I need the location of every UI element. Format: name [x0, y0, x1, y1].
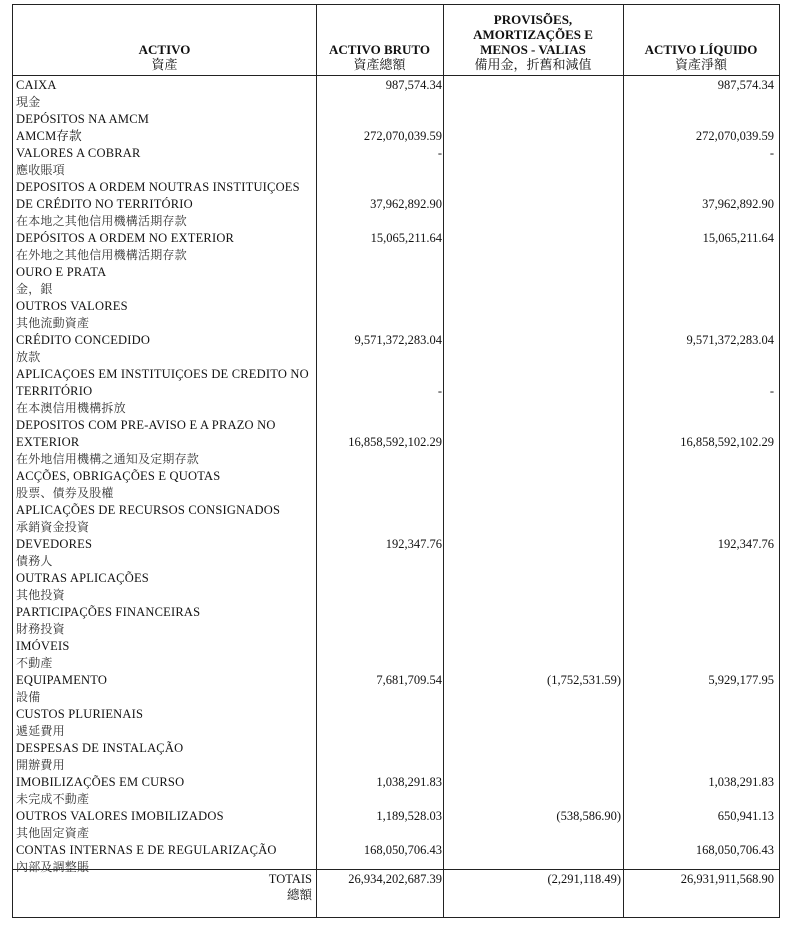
- table-row: [13, 247, 779, 264]
- table-row: [13, 298, 779, 315]
- totals-provisoes: (2,291,118.49): [547, 872, 621, 886]
- header-activo-zh: 資產: [151, 57, 178, 72]
- row-label: EQUIPAMENTO: [16, 673, 108, 687]
- table-row: [13, 587, 779, 604]
- table-row: [13, 77, 779, 94]
- row-activo-bruto: -: [437, 146, 442, 160]
- row-activo-liquido: 37,962,892.90: [702, 197, 774, 211]
- header-bruto-pt: ACTIVO BRUTO: [329, 42, 430, 57]
- table-row: [13, 842, 779, 859]
- table-row: [13, 621, 779, 638]
- header-liquido-pt: ACTIVO LÍQUIDO: [644, 42, 758, 57]
- table-row: [13, 774, 779, 791]
- row-label: OUTROS VALORES: [16, 299, 128, 313]
- row-activo-liquido: 15,065,211.64: [702, 231, 774, 245]
- row-activo-bruto: 16,858,592,102.29: [348, 435, 442, 449]
- row-activo-bruto: 37,962,892.90: [370, 197, 442, 211]
- row-label: 財務投資: [16, 622, 65, 636]
- row-label: IMOBILIZAÇÕES EM CURSO: [16, 775, 185, 789]
- row-label: 承銷資金投資: [16, 520, 90, 534]
- table-row: [13, 485, 779, 502]
- table-row: [13, 417, 779, 434]
- row-label: AMCM存款: [16, 129, 82, 143]
- row-label: 在本澳信用機構拆放: [16, 401, 126, 415]
- table-row: [13, 230, 779, 247]
- row-label: OURO E PRATA: [16, 265, 107, 279]
- header-liquido-zh: 資產淨額: [674, 57, 727, 72]
- table-row: [13, 689, 779, 706]
- table-row: [13, 111, 779, 128]
- row-activo-bruto: 987,574.34: [385, 78, 442, 92]
- row-label: 不動產: [16, 656, 53, 670]
- row-label: 金，銀: [16, 282, 53, 296]
- row-label: DEVEDORES: [16, 537, 93, 551]
- table-row: [13, 315, 779, 332]
- row-activo-bruto: 9,571,372,283.04: [354, 333, 442, 347]
- row-label: 其他固定資產: [16, 826, 90, 840]
- table-row: [13, 94, 779, 111]
- table-row: [13, 638, 779, 655]
- table-row: [13, 553, 779, 570]
- row-activo-liquido: 192,347.76: [717, 537, 774, 551]
- row-label: 開辦費用: [16, 758, 65, 772]
- row-label: 在本地之其他信用機構活期存款: [16, 214, 187, 228]
- row-label: 在外地之其他信用機構活期存款: [16, 248, 187, 262]
- row-label: IMÓVEIS: [16, 639, 70, 653]
- row-label: 放款: [16, 350, 41, 364]
- row-label: CUSTOS PLURIENAIS: [16, 707, 144, 721]
- row-activo-liquido: -: [769, 384, 774, 398]
- header-provisoes-pt1: PROVISÕES,: [493, 12, 573, 27]
- row-activo-bruto: 168,050,706.43: [363, 843, 442, 857]
- row-activo-bruto: 1,189,528.03: [376, 809, 442, 823]
- table-row: [13, 128, 779, 145]
- totals-label-pt: TOTAIS: [268, 872, 312, 886]
- row-provisoes: (1,752,531.59): [547, 673, 621, 687]
- row-label: CRÉDITO CONCEDIDO: [16, 333, 151, 347]
- row-label: 其他流動資產: [16, 316, 90, 330]
- row-label: APLICAÇÕES DE RECURSOS CONSIGNADOS: [16, 503, 281, 517]
- row-label: TERRITÓRIO: [16, 384, 93, 398]
- row-label: ACÇÕES, OBRIGAÇÕES E QUOTAS: [16, 469, 221, 483]
- header-activo-bruto: [316, 5, 443, 75]
- table-row: [13, 502, 779, 519]
- row-label: 內部及調整賬: [16, 860, 90, 874]
- row-label: 股票、債券及股權: [16, 486, 114, 500]
- row-label: EXTERIOR: [16, 435, 80, 449]
- row-activo-bruto: 192,347.76: [385, 537, 442, 551]
- balance-sheet-table: [12, 4, 780, 918]
- table-row: [13, 570, 779, 587]
- row-activo-liquido: 1,038,291.83: [708, 775, 774, 789]
- row-label: 現金: [16, 95, 41, 109]
- row-label: 應收賬項: [16, 163, 65, 177]
- table-row: [13, 196, 779, 213]
- table-row: [13, 808, 779, 825]
- table-row: [13, 825, 779, 842]
- header-bruto-zh: 資產總額: [353, 57, 406, 72]
- row-label: VALORES A COBRAR: [16, 146, 141, 160]
- row-label: OUTRAS APLICAÇÕES: [16, 571, 149, 585]
- row-label: DEPOSITOS COM PRE-AVISO E A PRAZO NO: [16, 418, 276, 432]
- header-provisoes: [443, 5, 623, 75]
- row-activo-bruto: 272,070,039.59: [363, 129, 442, 143]
- header-activo-pt: ACTIVO: [138, 42, 191, 57]
- row-label: 設備: [16, 690, 41, 704]
- row-activo-bruto: 15,065,211.64: [370, 231, 442, 245]
- row-label: CAIXA: [16, 78, 57, 92]
- table-row: [13, 179, 779, 196]
- table-row: [13, 451, 779, 468]
- row-label: DEPÓSITOS A ORDEM NO EXTERIOR: [16, 231, 235, 245]
- row-activo-liquido: 9,571,372,283.04: [686, 333, 774, 347]
- header-divider: [13, 75, 779, 76]
- row-label: DEPOSITOS A ORDEM NOUTRAS INSTITUIÇOES: [16, 180, 300, 194]
- table-row: [13, 434, 779, 451]
- row-label: DESPESAS DE INSTALAÇÃO: [16, 741, 184, 755]
- header-provisoes-pt2: AMORTIZAÇÕES E: [473, 27, 593, 42]
- row-activo-liquido: 16,858,592,102.29: [680, 435, 774, 449]
- row-activo-bruto: 7,681,709.54: [376, 673, 442, 687]
- header-provisoes-zh: 備用金，折舊和減值: [474, 57, 592, 72]
- row-activo-bruto: 1,038,291.83: [376, 775, 442, 789]
- table-row: [13, 536, 779, 553]
- row-activo-liquido: -: [769, 146, 774, 160]
- row-label: 債務人: [16, 554, 53, 568]
- table-row: [13, 740, 779, 757]
- table-row: [13, 519, 779, 536]
- row-label: OUTROS VALORES IMOBILIZADOS: [16, 809, 224, 823]
- row-label: DEPÓSITOS NA AMCM: [16, 112, 150, 126]
- table-row: [13, 723, 779, 740]
- table-row: [13, 162, 779, 179]
- table-row: [13, 655, 779, 672]
- table-row: [13, 604, 779, 621]
- totals-bruto: 26,934,202,687.39: [348, 872, 442, 886]
- row-activo-liquido: 650,941.13: [717, 809, 774, 823]
- table-row: [13, 791, 779, 808]
- row-activo-liquido: 987,574.34: [717, 78, 774, 92]
- table-row: [13, 383, 779, 400]
- table-row: [13, 672, 779, 689]
- row-label: CONTAS INTERNAS E DE REGULARIZAÇÃO: [16, 843, 277, 857]
- row-activo-liquido: 5,929,177.95: [708, 673, 774, 687]
- totals-liquido: 26,931,911,568.90: [680, 872, 774, 886]
- row-label: APLICAÇOES EM INSTITUIÇOES DE CREDITO NO: [16, 367, 309, 381]
- row-label: 在外地信用機構之通知及定期存款: [16, 452, 200, 466]
- header-provisoes-pt3: MENOS - VALIAS: [480, 42, 586, 57]
- row-activo-liquido: 168,050,706.43: [695, 843, 774, 857]
- table-row: [13, 145, 779, 162]
- table-row: [13, 264, 779, 281]
- row-provisoes: (538,586.90): [556, 809, 621, 823]
- row-activo-bruto: -: [437, 384, 442, 398]
- header-activo-liquido: [623, 5, 779, 75]
- totals-label-zh: 總額: [286, 888, 312, 902]
- row-label: PARTICIPAÇÕES FINANCEIRAS: [16, 605, 201, 619]
- table-row: [13, 213, 779, 230]
- table-row: [13, 349, 779, 366]
- row-label: 未完成不動產: [16, 792, 90, 806]
- table-row: [13, 400, 779, 417]
- table-row: [13, 332, 779, 349]
- table-row: [13, 366, 779, 383]
- table-row: [13, 281, 779, 298]
- row-activo-liquido: 272,070,039.59: [695, 129, 774, 143]
- table-row: [13, 757, 779, 774]
- row-label: DE CRÉDITO NO TERRITÓRIO: [16, 197, 193, 211]
- table-row: [13, 468, 779, 485]
- row-label: 遞延費用: [16, 724, 65, 738]
- row-label: 其他投資: [16, 588, 65, 602]
- header-activo: [13, 5, 316, 75]
- table-row: [13, 706, 779, 723]
